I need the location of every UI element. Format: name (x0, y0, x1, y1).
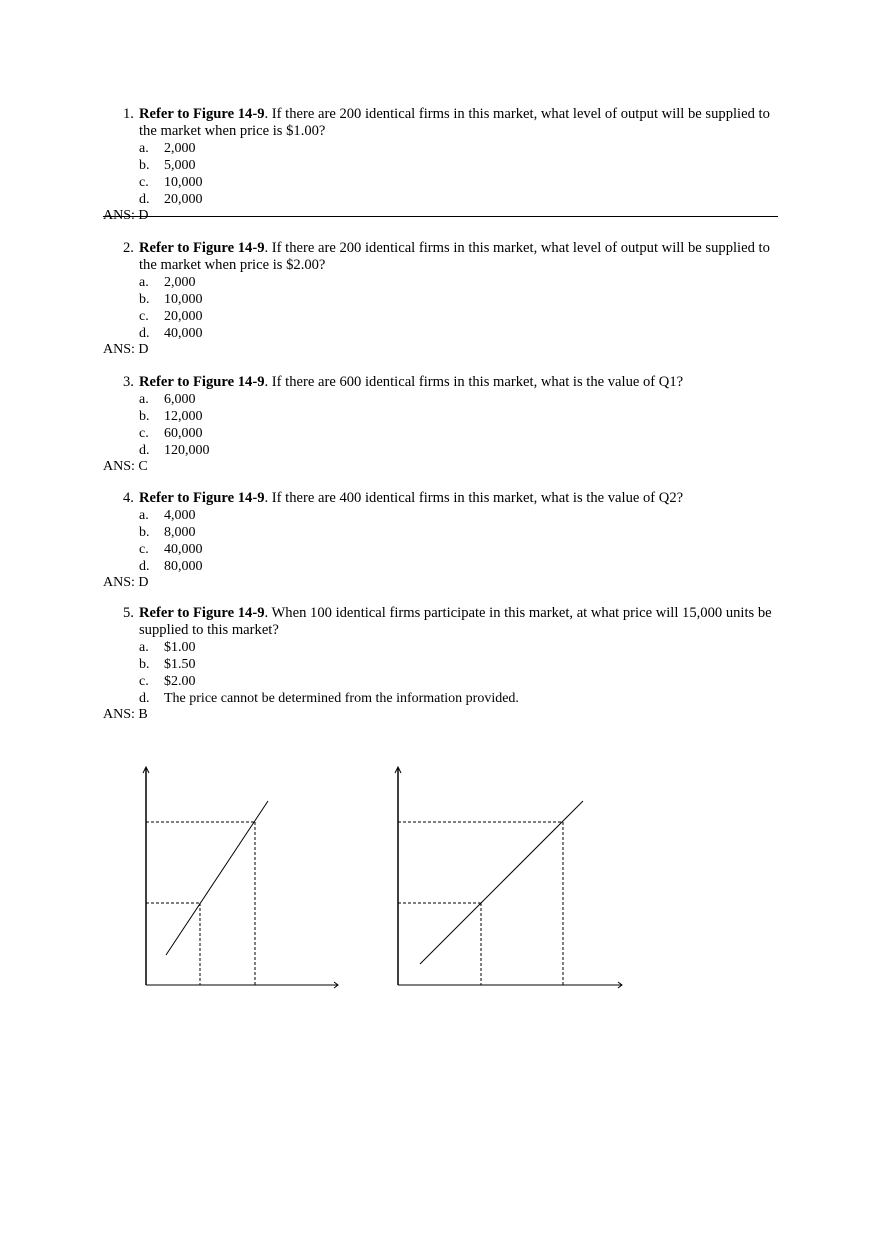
answer-key: ANS: D (103, 208, 783, 224)
choice-text: $1.00 (164, 640, 196, 655)
choice-letter: b. (139, 292, 150, 307)
answer-key: ANS: D (103, 575, 149, 590)
supply-curve (420, 801, 583, 964)
choice-letter: c. (139, 175, 149, 190)
figure-reference: Refer to Figure 14-9 (139, 106, 265, 122)
figure-reference: Refer to Figure 14-9 (139, 374, 265, 390)
choice-text: 8,000 (164, 525, 196, 540)
choice-text: 80,000 (164, 559, 203, 574)
choice-letter: c. (139, 542, 149, 557)
answer-key: ANS: D (103, 342, 149, 357)
choice-text: 40,000 (164, 542, 203, 557)
choice-letter: c. (139, 309, 149, 324)
choice-letter: d. (139, 443, 150, 458)
choice-letter: d. (139, 691, 150, 706)
question-body: . When 100 identical firms participate in this market, at what price will 15,000 units be supplied to this market? (139, 605, 772, 638)
question-body: . If there are 200 identical firms in this market, what level of output will be supplied to the market when price is $1.00? (139, 106, 770, 139)
choice-text: 4,000 (164, 508, 196, 523)
choice-text: 60,000 (164, 426, 203, 441)
question-number: 1. (123, 106, 134, 122)
question-body: . If there are 600 identical firms in this market, what is the value of Q1? (264, 374, 684, 390)
figure-reference: Refer to Figure 14-9 (139, 490, 265, 506)
choice-text: $1.50 (164, 657, 196, 672)
choice-letter: d. (139, 192, 150, 207)
choice-letter: c. (139, 674, 149, 689)
choice-letter: a. (139, 508, 149, 523)
choice-text: 40,000 (164, 326, 203, 341)
choice-text: 12,000 (164, 409, 203, 424)
left-graph (143, 767, 338, 988)
choice-text: 5,000 (164, 158, 196, 173)
question-number: 2. (123, 240, 134, 256)
dashed-guides (146, 822, 255, 985)
choice-letter: a. (139, 640, 149, 655)
choice-text: The price cannot be determined from the information provided. (164, 691, 519, 706)
right-graph (395, 767, 622, 988)
choice-text: 20,000 (164, 192, 203, 207)
answer-key: ANS: B (103, 707, 148, 722)
choice-letter: b. (139, 525, 150, 540)
choice-text: 120,000 (164, 443, 210, 458)
choice-letter: d. (139, 559, 150, 574)
choice-text: 6,000 (164, 392, 196, 407)
choice-text: $2.00 (164, 674, 196, 689)
choice-letter: d. (139, 326, 150, 341)
choice-text: 10,000 (164, 175, 203, 190)
choice-text: 2,000 (164, 275, 196, 290)
choice-text: 2,000 (164, 141, 196, 156)
choice-text: 10,000 (164, 292, 203, 307)
figure-reference: Refer to Figure 14-9 (139, 240, 265, 256)
choice-letter: b. (139, 158, 150, 173)
question-body: . If there are 400 identical firms in this market, what is the value of Q2? (264, 490, 684, 506)
choice-letter: b. (139, 409, 150, 424)
choice-letter: a. (139, 141, 149, 156)
supply-curve (166, 801, 268, 955)
choice-letter: b. (139, 657, 150, 672)
answer-key: ANS: C (103, 459, 148, 474)
choice-letter: a. (139, 275, 149, 290)
question-number: 3. (123, 374, 134, 390)
figure-reference: Refer to Figure 14-9 (139, 605, 265, 621)
choice-letter: a. (139, 392, 149, 407)
question-number: 4. (123, 490, 134, 506)
question-number: 5. (123, 605, 134, 621)
choice-text: 20,000 (164, 309, 203, 324)
choice-letter: c. (139, 426, 149, 441)
question-body: . If there are 200 identical firms in this market, what level of output will be supplied to the market when price is $2.00? (139, 240, 770, 273)
